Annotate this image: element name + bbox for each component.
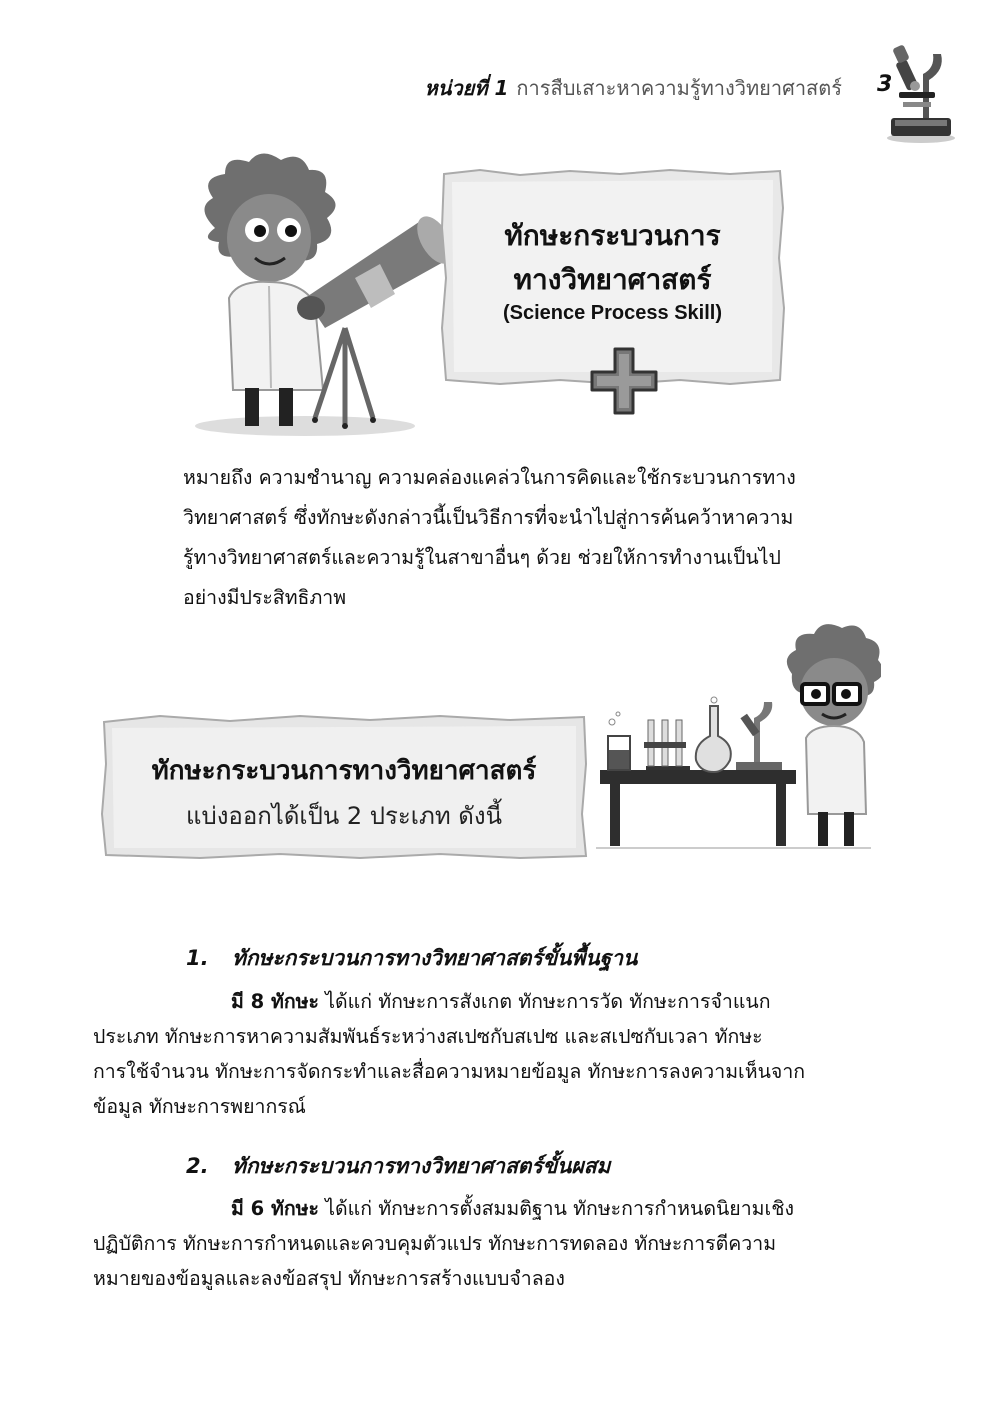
- definition-line: อย่างมีประสิทธิภาพ: [183, 586, 347, 609]
- card-title-english: (Science Process Skill): [502, 302, 722, 324]
- body-line: หมายของข้อมูลและลงข้อสรุป ทักษะการสร้างแบบจำลอง: [93, 1267, 565, 1290]
- card-title-line2: ทางวิทยาศาสตร์: [513, 263, 712, 296]
- page-header: [425, 72, 842, 104]
- body-line: ปฏิบัติการ ทักษะการกำหนดและควบคุมตัวแปร ทักษะการทดลอง ทักษะการตีความ: [93, 1232, 777, 1255]
- unit-label: หน่วยที่ 1: [424, 76, 509, 100]
- skill-types-card: [100, 714, 588, 860]
- definition-line: วิทยาศาสตร์ ซึ่งทักษะดังกล่าวนี้เป็นวิธีการที่จะนำไปสู่การค้นคว้าหาความ: [183, 506, 794, 529]
- section-number: 1.: [186, 946, 209, 970]
- section-body-1: [93, 984, 899, 1124]
- scientist-lab-illustration: [596, 618, 881, 853]
- types-card-line2: แบ่งออกได้เป็น 2 ประเภท ดังนี้: [185, 802, 502, 830]
- unit-title: การสืบเสาะหาความรู้ทางวิทยาศาสตร์: [516, 76, 842, 100]
- definition-paragraph: [183, 458, 873, 618]
- section-body-2: [93, 1191, 899, 1296]
- card-title-line1: ทักษะกระบวนการ: [504, 219, 721, 252]
- scientist-telescope-illustration: [185, 148, 455, 440]
- body-line: ประเภท ทักษะการหาความสัมพันธ์ระหว่างสเปซกับสเปซ และสเปซกับเวลา ทักษะ: [93, 1025, 763, 1048]
- microscope-icon: [885, 40, 957, 144]
- section-title: ทักษะกระบวนการทางวิทยาศาสตร์ขั้นผสม: [232, 1154, 611, 1178]
- section-heading-1: [186, 942, 637, 975]
- body-line: ได้แก่ ทักษะการสังเกต ทักษะการวัด ทักษะการจำแนก: [319, 990, 771, 1013]
- section-number: 2.: [186, 1154, 209, 1178]
- page-number: 3: [877, 72, 893, 97]
- skill-count: มี 8 ทักษะ: [231, 990, 319, 1013]
- definition-line: หมายถึง ความชำนาญ ความคล่องแคล่วในการคิดและใช้กระบวนการทาง: [183, 466, 796, 489]
- body-line: ข้อมูล ทักษะการพยากรณ์: [93, 1095, 306, 1118]
- section-title: ทักษะกระบวนการทางวิทยาศาสตร์ขั้นพื้นฐาน: [232, 946, 638, 970]
- skill-count: มี 6 ทักษะ: [231, 1197, 319, 1220]
- body-line: การใช้จำนวน ทักษะการจัดกระทำและสื่อความหมายข้อมูล ทักษะการลงความเห็นจาก: [93, 1060, 806, 1083]
- plus-icon: [588, 345, 660, 417]
- definition-line: รู้ทางวิทยาศาสตร์และความรู้ในสาขาอื่นๆ ด้วย ช่วยให้การทำงานเป็นไป: [183, 546, 781, 569]
- section-heading-2: [186, 1150, 610, 1183]
- types-card-line1: ทักษะกระบวนการทางวิทยาศาสตร์: [151, 756, 537, 786]
- body-line: ได้แก่ ทักษะการตั้งสมมติฐาน ทักษะการกำหนดนิยามเชิง: [319, 1197, 794, 1220]
